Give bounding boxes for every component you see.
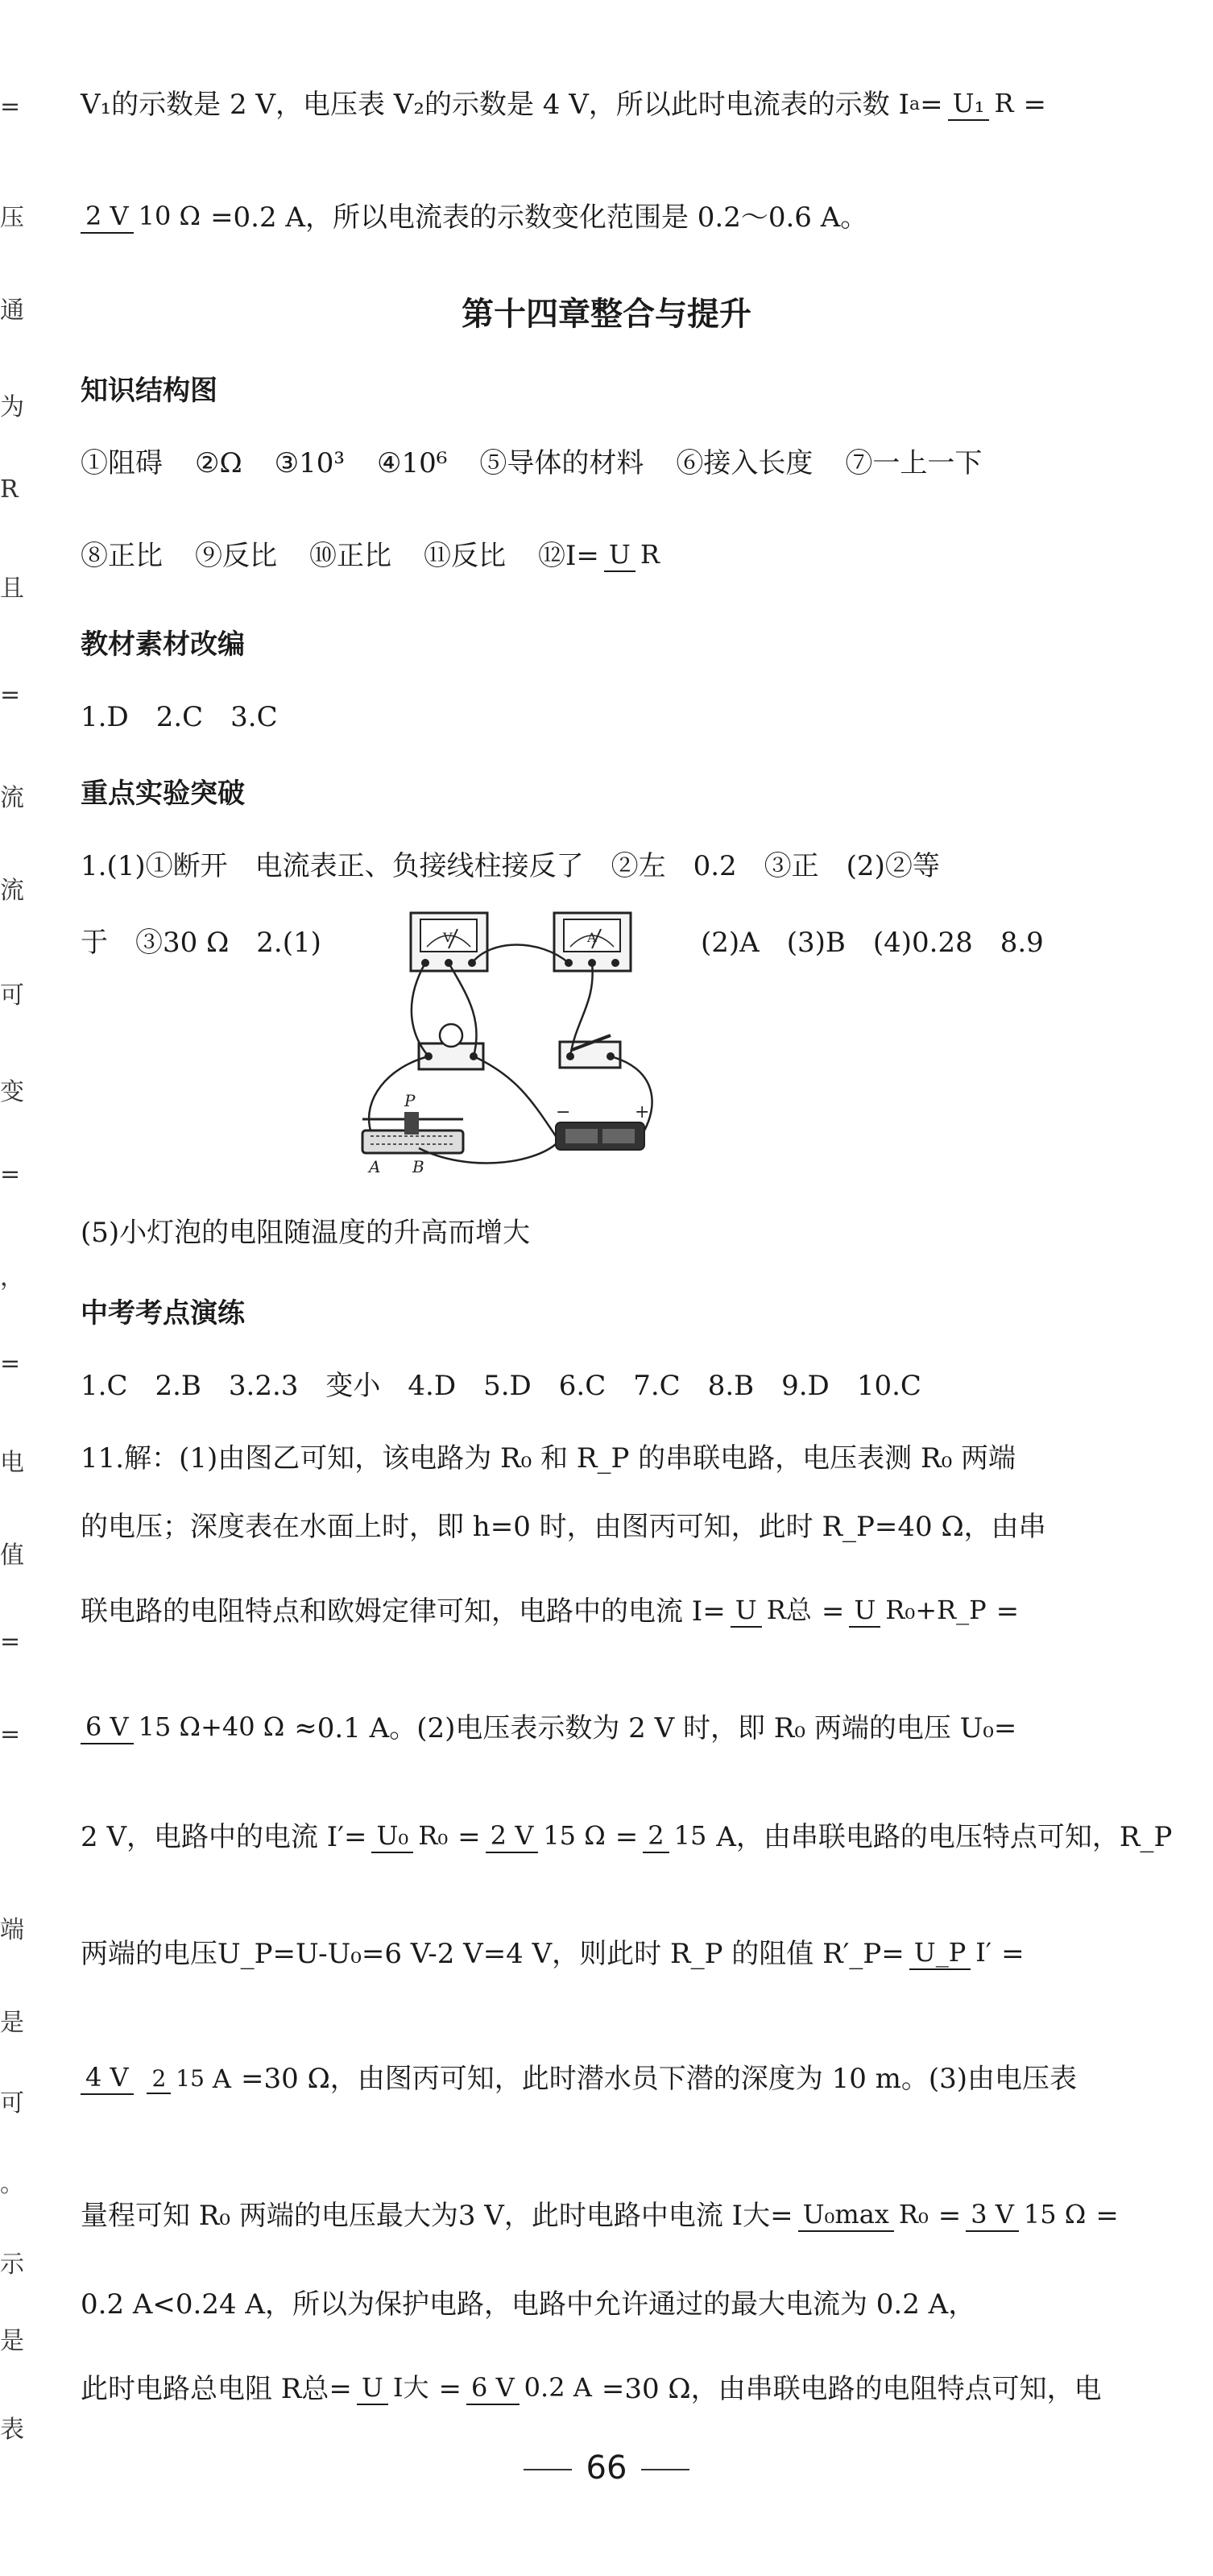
numerator: 2 — [147, 2067, 171, 2093]
denominator: 15 — [176, 2065, 205, 2093]
text-line-2 — [81, 193, 1152, 242]
switch-icon — [560, 1035, 620, 1068]
solution-line-8 — [81, 2192, 1152, 2240]
numerator: U₀ — [371, 1823, 413, 1853]
margin-char: = — [0, 1720, 21, 1748]
margin-char: ， — [0, 1263, 24, 1292]
denominator: I大 — [392, 2372, 429, 2404]
terminal-b-label: B — [412, 1157, 424, 1176]
answer-item: ②Ω — [195, 447, 242, 479]
margin-char: 示 — [0, 2250, 24, 2279]
fraction — [357, 2373, 434, 2405]
denominator: R — [640, 539, 660, 570]
answer-item: ⑥接入长度 — [676, 447, 813, 479]
answer-item: ⑧正比 — [81, 540, 163, 572]
equals-sign: = — [1023, 89, 1047, 121]
denominator: 0.2 A — [524, 2372, 592, 2404]
experiment-line-2b — [701, 919, 1152, 967]
margin-char: 是 — [0, 2327, 24, 2355]
margin-char: 表 — [0, 2416, 24, 2444]
left-margin-strip — [0, 0, 24, 2576]
margin-char: 变 — [0, 1078, 24, 1106]
answer-item: ⑨反比 — [195, 540, 277, 572]
solution-line-6 — [81, 1930, 1152, 1978]
numerator: 2 V — [81, 203, 134, 234]
solution-line-5 — [81, 1813, 1173, 1861]
numerator: 2 — [643, 1823, 669, 1853]
unit: A — [212, 2063, 232, 2094]
margin-char: = — [0, 1628, 21, 1656]
answer-item: ⑪反比 — [424, 540, 506, 572]
margin-char: = — [0, 681, 21, 709]
text-line-1 — [81, 81, 1152, 129]
equals-sign: = — [1001, 1938, 1025, 1970]
battery-minus-label: − — [556, 1102, 571, 1122]
margin-char: 通 — [0, 297, 24, 325]
numerator: 4 V — [81, 2064, 134, 2095]
ammeter-label: A — [587, 930, 597, 945]
battery-icon — [556, 1102, 649, 1150]
section-heading-exam: 中考考点演练 — [81, 1297, 245, 1329]
fraction — [371, 1821, 453, 1853]
denominator: R总 — [766, 1595, 812, 1626]
terminal-a-label: A — [369, 1157, 381, 1176]
fraction — [81, 201, 205, 234]
denominator: R₀ — [898, 2199, 929, 2230]
page-number: 66 — [0, 2449, 1213, 2487]
battery-plus-label: + — [635, 1102, 650, 1122]
numerator: U₁ — [948, 90, 990, 121]
text-segment: 此时电路总电阻 R总= — [81, 2373, 352, 2405]
fraction — [849, 1595, 991, 1628]
text-segment: 两端的电压U_P=U-U₀=6 V-2 V=4 V，则此时 R_P 的阻值 R′_P= — [81, 1938, 905, 1970]
solution-line-2 — [81, 1503, 1152, 1551]
answer-item: ⑩正比 — [309, 540, 391, 572]
margin-char: 是 — [0, 2009, 24, 2037]
text-segment: V₁的示数是 2 V，电压表 V₂的示数是 4 V，所以此时电流表的示数 I — [81, 89, 910, 121]
voltmeter-label: V — [443, 930, 453, 945]
margin-char: 可 — [0, 2089, 24, 2118]
numerator: 6 V — [81, 1714, 134, 1744]
margin-char: 流 — [0, 877, 24, 905]
equals-sign: = — [920, 89, 943, 121]
fraction — [798, 2200, 934, 2232]
fraction — [466, 2373, 597, 2405]
solution-line-10 — [81, 2365, 1152, 2413]
equals-sign: = — [438, 2373, 462, 2405]
denominator: 15 Ω — [1023, 2199, 1087, 2230]
experiment-line-3 — [81, 1209, 1152, 1257]
margin-char: 值 — [0, 1541, 24, 1570]
voltmeter-icon — [411, 913, 487, 971]
answer-item: 1.D 2.C 3.C — [81, 701, 278, 733]
fraction — [81, 1712, 289, 1744]
rheostat-icon — [362, 1091, 463, 1176]
subscript: a — [909, 94, 921, 114]
answer-item: 1.C 2.B 3.2.3 变小 4.D 5.D 6.C 7.C 8.B 9.D 10.C — [81, 1370, 921, 1402]
fraction — [948, 89, 1019, 121]
equals-sign: = — [996, 1595, 1020, 1628]
equals-sign: = — [457, 1821, 481, 1853]
text-segment: =0.2 A，所以电流表的示数变化范围是 0.2～0.6 A。 — [210, 201, 868, 234]
denominator: 15 Ω — [543, 1820, 606, 1852]
margin-char: 电 — [0, 1449, 24, 1477]
denominator: R₀+R_P — [885, 1595, 987, 1626]
solution-line-7 — [81, 2055, 1152, 2103]
margin-char: R — [0, 475, 19, 504]
equals-sign: = — [821, 1595, 845, 1628]
equals-sign: = — [615, 1821, 639, 1853]
margin-char: = — [0, 93, 21, 121]
fraction — [486, 1821, 611, 1853]
denominator: 15 Ω+40 Ω — [138, 1711, 285, 1743]
margin-char: = — [0, 1160, 21, 1188]
section-heading-knowledge-map: 知识结构图 — [81, 375, 217, 407]
answer-item: ⑦一上一下 — [845, 447, 983, 479]
margin-char: = — [0, 1350, 21, 1378]
numerator: 2 V — [486, 1823, 539, 1853]
experiment-line-2a — [81, 919, 354, 967]
text-segment: 2 V，电路中的电流 I′= — [81, 1821, 367, 1853]
solution-line-3 — [81, 1587, 1152, 1636]
fraction — [604, 540, 664, 572]
textbook-answers — [81, 693, 1152, 741]
denominator: R — [994, 88, 1014, 119]
text-segment: ≈0.1 A。(2)电压表示数为 2 V 时，即 R₀ 两端的电压 U₀= — [294, 1712, 1017, 1744]
numerator: U₀max — [798, 2201, 894, 2232]
text-segment: 联电路的电阻特点和欧姆定律可知，电路中的电流 I= — [81, 1595, 726, 1628]
numerator: U — [849, 1597, 880, 1628]
chapter-title: 第十四章整合与提升 — [462, 296, 751, 333]
margin-char: 可 — [0, 981, 24, 1010]
answer-item: (2)A (3)B (4)0.28 8.9 — [701, 927, 1044, 959]
margin-char: 。 — [0, 2170, 24, 2198]
text-segment: 的电压；深度表在水面上时，即 h=0 时，由图丙可知，此时 R_P=40 Ω，由串 — [81, 1511, 1046, 1543]
fraction — [147, 2064, 209, 2093]
answer-item: ④10⁶ — [377, 447, 448, 479]
numerator: U — [604, 541, 635, 572]
text-segment: =30 Ω，由图丙可知，此时潜水员下潜的深度为 10 m。(3)由电压表 — [241, 2063, 1078, 2095]
numerator: 6 V — [466, 2375, 520, 2405]
section-heading-textbook: 教材素材改编 — [81, 628, 245, 661]
text-segment: 0.2 A<0.24 A，所以为保护电路，电路中允许通过的最大电流为 0.2 A， — [81, 2288, 976, 2321]
fraction — [966, 2200, 1091, 2232]
ammeter-icon — [554, 913, 631, 971]
knowledge-line-1 — [81, 439, 1152, 487]
answer-item: 于 ③30 Ω 2.(1) — [81, 927, 321, 959]
margin-char: 压 — [0, 204, 24, 232]
lightbulb-icon — [419, 1024, 483, 1069]
margin-char: 且 — [0, 575, 24, 603]
equals-sign: = — [1095, 2200, 1119, 2232]
denominator: 15 — [673, 1820, 707, 1852]
answer-item: ①阻碍 — [81, 447, 163, 479]
denominator: 10 Ω — [138, 201, 201, 232]
solution-line-1 — [81, 1434, 1152, 1483]
equals-sign: = — [938, 2200, 962, 2232]
fraction — [731, 1595, 817, 1628]
numerator: U — [357, 2375, 388, 2405]
answer-item: 1.(1)①断开 电流表正、负接线柱接反了 ②左 0.2 ③正 (2)②等 — [81, 850, 940, 882]
text-segment: A，由串联电路的电压特点可知，R_P — [716, 1821, 1173, 1853]
denominator: R₀ — [418, 1820, 449, 1852]
fraction — [909, 1938, 996, 1970]
solution-line-4 — [81, 1704, 1152, 1753]
margin-char: 端 — [0, 1916, 24, 1944]
experiment-line-1 — [81, 842, 1152, 890]
answer-item: ⑤导体的材料 — [479, 447, 644, 479]
margin-char: 流 — [0, 784, 24, 812]
numerator: U — [731, 1597, 762, 1628]
denominator — [142, 2063, 236, 2093]
margin-char: 为 — [0, 393, 24, 421]
text-segment: 量程可知 R₀ 两端的电压最大为3 V，此时电路中电流 I大= — [81, 2200, 793, 2232]
denominator: I′ — [975, 1937, 992, 1968]
exam-answers — [81, 1362, 1152, 1410]
text-segment: =30 Ω，由串联电路的电阻特点可知，电 — [601, 2373, 1102, 2405]
section-heading-experiments: 重点实验突破 — [81, 778, 245, 810]
answer-item: ⑫I= — [538, 540, 599, 572]
knowledge-line-2 — [81, 532, 1152, 580]
answer-item: ③10³ — [274, 447, 346, 479]
numerator: U_P — [909, 1939, 971, 1970]
numerator: 3 V — [966, 2201, 1019, 2232]
answer-item: (5)小灯泡的电阻随温度的升高而增大 — [81, 1217, 531, 1249]
text-segment: 11.解：(1)由图乙可知，该电路为 R₀ 和 R_P 的串联电路，电压表测 R₀ 两端 — [81, 1442, 1016, 1475]
slider-label: P — [404, 1091, 416, 1110]
fraction — [643, 1821, 711, 1853]
circuit-diagram — [354, 906, 677, 1180]
complex-fraction — [81, 2063, 236, 2095]
solution-line-9 — [81, 2280, 1152, 2329]
